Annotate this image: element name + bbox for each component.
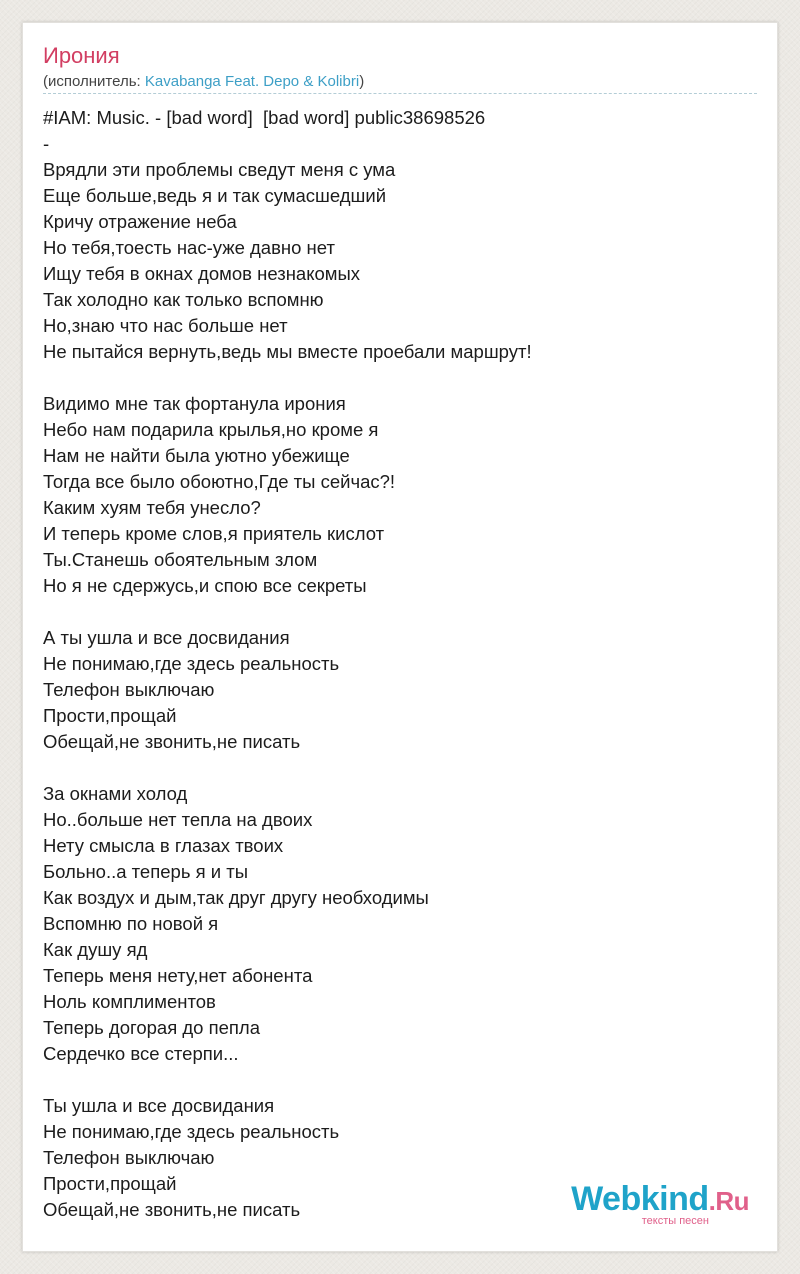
lyrics-line: Но,знаю что нас больше нет (43, 315, 288, 336)
lyrics-text (43, 105, 753, 1223)
lyrics-line: Ты.Станешь обоятельным злом (43, 549, 318, 570)
lyrics-line: Но я не сдержусь,и спою все секреты (43, 575, 367, 596)
lyrics-line: Ты ушла и все досвидания (43, 1095, 275, 1116)
lyrics-line: Видимо мне так фортанула ирония (43, 393, 346, 414)
lyrics-blank-line (43, 599, 753, 625)
lyrics-line: Врядли эти проблемы сведут меня с ума (43, 159, 396, 180)
lyrics-line: Так холодно как только вспомню (43, 289, 324, 310)
lyrics-line: Ищу тебя в окнах домов незнакомых (43, 263, 361, 284)
title-divider (43, 93, 757, 94)
lyrics-line: За окнами холод (43, 783, 188, 804)
lyrics-line: Не пытайся вернуть,ведь мы вместе проебали маршрут! (43, 341, 532, 362)
lyrics-line: Телефон выключаю (43, 1147, 215, 1168)
lyrics-line: Нам не найти была уютно убежище (43, 445, 350, 466)
lyrics-blank-line (43, 1067, 753, 1093)
lyrics-line: Но тебя,тоесть нас-уже давно нет (43, 237, 335, 258)
lyrics-line: Но..больше нет тепла на двоих (43, 809, 313, 830)
lyrics-line: Вспомню по новой я (43, 913, 219, 934)
lyrics-line: Обещай,не звонить,не писать (43, 731, 301, 752)
lyrics-line: Еще больше,ведь я и так сумасшедший (43, 185, 387, 206)
lyrics-line: Теперь меня нету,нет абонента (43, 965, 313, 986)
artist-prefix: (исполнитель: (43, 73, 145, 90)
lyrics-card (22, 22, 778, 1252)
logo-brand-tld: .Ru (708, 1186, 749, 1216)
lyrics-line: Прости,прощай (43, 705, 177, 726)
artist-line (43, 72, 364, 92)
lyrics-line: Небо нам подарила крылья,но кроме я (43, 419, 379, 440)
lyrics-line: Не понимаю,где здесь реальность (43, 1121, 340, 1142)
lyrics-line: Сердечко все стерпи... (43, 1043, 239, 1064)
page-title: Ирония (43, 43, 120, 68)
lyrics-line: Телефон выключаю (43, 679, 215, 700)
lyrics-line: Больно..а теперь я и ты (43, 861, 248, 882)
lyrics-line: И теперь кроме слов,я приятель кислот (43, 523, 385, 544)
lyrics-line: Не понимаю,где здесь реальность (43, 653, 340, 674)
lyrics-line: Как воздух и дым,так друг другу необходимы (43, 887, 429, 908)
lyrics-line: - (43, 133, 50, 154)
logo-brand (571, 1181, 749, 1219)
lyrics-line: Нету смысла в глазах твоих (43, 835, 284, 856)
lyrics-line: Как душу яд (43, 939, 148, 960)
logo-subtitle: тексты песен (641, 1215, 709, 1227)
lyrics-line: Прости,прощай (43, 1173, 177, 1194)
artist-suffix: ) (359, 73, 365, 90)
lyrics-line: Кричу отражение неба (43, 211, 237, 232)
logo-brand-name: Webkind (571, 1180, 709, 1218)
webkind-logo (559, 1181, 749, 1229)
artist-link[interactable]: Kavabanga Feat. Depo & Kolibri (144, 73, 360, 90)
lyrics-line: Ноль комплиментов (43, 991, 216, 1012)
lyrics-blank-line (43, 755, 753, 781)
lyrics-line: Каким хуям тебя унесло? (43, 497, 261, 518)
lyrics-line: #IAM: Music. - [bad word] [bad word] public38698526 (43, 107, 486, 128)
lyrics-line: Обещай,не звонить,не писать (43, 1199, 301, 1220)
lyrics-line: Тогда все было обоютно,Где ты сейчас?! (43, 471, 396, 492)
lyrics-blank-line (43, 365, 753, 391)
lyrics-line: А ты ушла и все досвидания (43, 627, 290, 648)
lyrics-line: Теперь догорая до пепла (43, 1017, 261, 1038)
